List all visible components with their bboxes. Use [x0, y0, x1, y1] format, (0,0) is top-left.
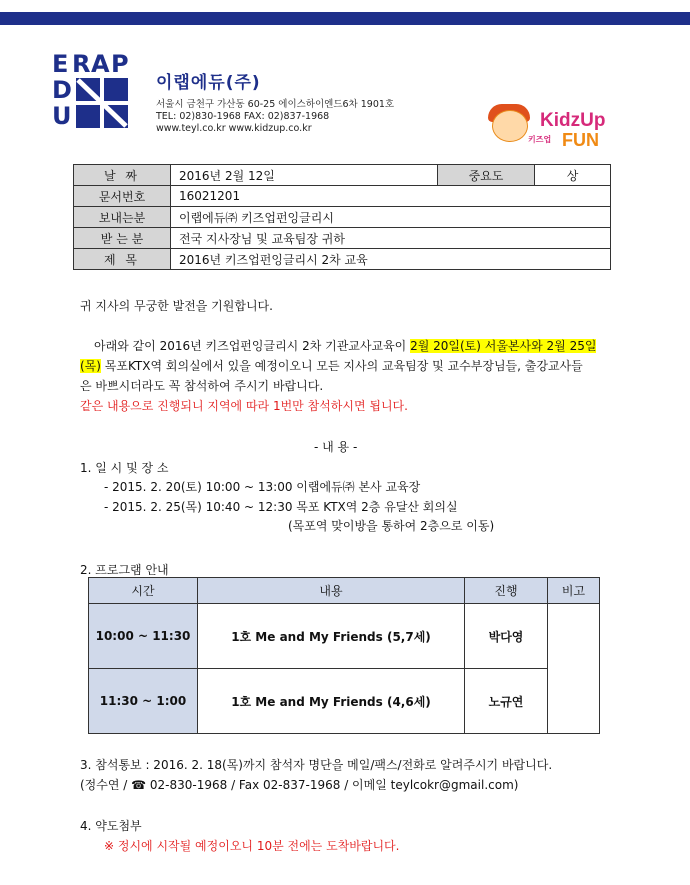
sender-value: 이랩에듀㈜ 키즈업펀잉글리시 [171, 207, 611, 228]
logo-letter-u: U [52, 102, 72, 130]
item-3-contact: (정수연 / ☎ 02-830-1968 / Fax 02-837-1968 / 이메일 teylcokr@gmail.com) [80, 778, 519, 792]
program-time: 11:30 ~ 1:00 [89, 669, 198, 734]
company-contact: TEL: 02)830-1968 FAX: 02)837-1968 [156, 111, 330, 122]
attendance-notice: 같은 내용으로 진행되니 지역에 따라 1번만 참석하시면 됩니다. [80, 399, 408, 413]
schedule-mokpo-note: (목포역 맞이방을 통하여 2층으로 이동) [288, 519, 495, 533]
greeting: 귀 지사의 무궁한 발전을 기원합니다. [80, 299, 273, 313]
schedule-mokpo: - 2015. 2. 25(목) 10:40 ~ 12:30 목포 KTX역 2층 유달산 회의실 [104, 500, 458, 514]
logo-letter-r: R [72, 50, 91, 78]
logo-arrow-icon [52, 52, 130, 128]
table-row [89, 669, 600, 734]
subject-value: 2016년 키즈업펀잉글리시 2차 교육 [171, 249, 611, 270]
erap-du-logo [52, 52, 130, 128]
program-lead: 박다영 [465, 604, 548, 669]
col-header-time: 시간 [89, 578, 198, 604]
docno-value: 16021201 [171, 186, 611, 207]
intro-highlight: 2월 20일(토) 서울본사와 2월 25일 [410, 339, 597, 353]
intro-text-2: 목포KTX역 회의실에서 있을 예정이오니 모든 지사의 교육팀장 및 교수부장님들, 출강교사들 [100, 359, 583, 373]
company-address: 서울시 금천구 가산동 60-25 에이스하이엔드6차 1901호 [156, 99, 395, 110]
item-3-rsvp: 3. 참석통보 : 2016. 2. 18(목)까지 참석자 명단을 메일/팩스/전화로 알려주시기 바랍니다. [80, 758, 553, 772]
company-websites: www.teyl.co.kr www.kidzup.co.kr [156, 123, 312, 134]
table-row [89, 604, 600, 669]
program-time: 10:00 ~ 11:30 [89, 604, 198, 669]
table-row [74, 165, 611, 186]
intro-line-2 [80, 357, 583, 374]
program-content: 1호 Me and My Friends (5,7세) [198, 604, 465, 669]
fun-wordmark: FUN [562, 130, 599, 150]
document-header-table [73, 164, 611, 270]
logo-letter-p: P [111, 50, 129, 78]
date-label: 날 짜 [74, 165, 171, 186]
top-banner-bar [0, 12, 690, 25]
schedule-seoul: - 2015. 2. 20(토) 10:00 ~ 13:00 이랩에듀㈜ 본사 교육장 [104, 480, 421, 494]
kidzup-wordmark: KidzUp [540, 110, 606, 131]
col-header-lead: 진행 [465, 578, 548, 604]
intro-line-1 [94, 337, 596, 354]
section-title: - 내 용 - [314, 440, 358, 454]
col-header-note: 비고 [548, 578, 600, 604]
receiver-label: 받 는 분 [74, 228, 171, 249]
intro-text: 아래와 같이 2016년 키즈업펀잉글리시 2차 기관교사교육이 [94, 339, 411, 353]
sender-label: 보내는분 [74, 207, 171, 228]
item-4-title: 4. 약도첨부 [80, 819, 142, 833]
table-row [74, 207, 611, 228]
kid-face-icon [492, 110, 528, 142]
table-row [74, 186, 611, 207]
table-row [74, 249, 611, 270]
receiver-value: 전국 지사장님 및 교육팀장 귀하 [171, 228, 611, 249]
importance-value: 상 [535, 165, 611, 186]
program-content: 1호 Me and My Friends (4,6세) [198, 669, 465, 734]
item-2-title: 2. 프로그램 안내 [80, 563, 169, 577]
logo-letter-a: A [91, 50, 110, 78]
logo-letter-e: E [52, 50, 69, 78]
company-name: 이랩에듀(주) [156, 73, 261, 93]
logo-letter-d: D [52, 76, 72, 104]
docno-label: 문서번호 [74, 186, 171, 207]
arrival-notice: ※ 정시에 시작될 예정이오니 10분 전에는 도착바랍니다. [104, 839, 400, 853]
kidzup-korean-wordmark: 키즈업 [528, 135, 552, 144]
subject-label: 제 목 [74, 249, 171, 270]
table-header-row [89, 578, 600, 604]
item-1-title: 1. 일 시 및 장 소 [80, 461, 169, 475]
date-value: 2016년 2월 12일 [171, 165, 438, 186]
kidzup-fun-logo [486, 96, 616, 158]
intro-line-3: 은 바쁘시더라도 꼭 참석하여 주시기 바랍니다. [80, 379, 324, 393]
program-table [88, 577, 600, 734]
intro-highlight-day: (목) [80, 359, 101, 373]
table-row [74, 228, 611, 249]
program-note-cell [548, 604, 600, 734]
col-header-content: 내용 [198, 578, 465, 604]
program-lead: 노규연 [465, 669, 548, 734]
importance-label: 중요도 [438, 165, 535, 186]
